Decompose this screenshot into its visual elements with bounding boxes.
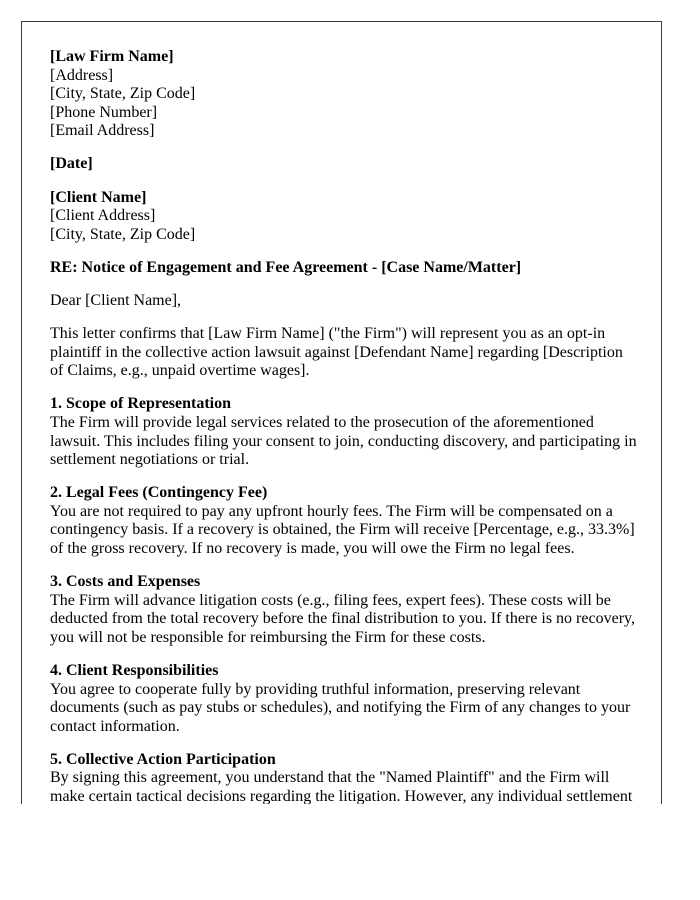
section-costs-and-expenses: [50, 573, 639, 647]
client-address-block: [50, 189, 639, 245]
client-city-state-zip-line: [City, State, Zip Code]: [50, 225, 196, 243]
section-client-responsibilities: [50, 662, 639, 736]
firm-address-block: [50, 48, 639, 141]
section-legal-fees: [50, 484, 639, 558]
section-title: 5. Collective Action Participation: [50, 750, 276, 768]
section-body: You are not required to pay any upfront hourly fees. The Firm will be compensated on a contingency basis. If a recovery is obtained, the Firm will receive [Percentage, e.g., 33.3%] of the gross recovery. If no recovery is made, you will owe the Firm no legal fees.: [50, 502, 635, 557]
section-body: The Firm will advance litigation costs (e.g., filing fees, expert fees). These costs will be deducted from the total recovery before the final distribution to you. If there is no recovery, you will not be responsible for reimbursing the Firm for these costs.: [50, 591, 635, 646]
client-name: [Client Name]: [50, 188, 147, 206]
date-line: [Date]: [50, 155, 93, 173]
section-scope-of-representation: [50, 395, 639, 469]
firm-phone-line: [Phone Number]: [50, 103, 158, 121]
firm-email-line: [Email Address]: [50, 122, 155, 140]
firm-city-state-zip-line: [City, State, Zip Code]: [50, 85, 196, 103]
section-body: By signing this agreement, you understand that the "Named Plaintiff" and the Firm will make certain tactical decisions regarding the litigation. However, any individual settlement: [50, 769, 633, 804]
section-body: You agree to cooperate fully by providing truthful information, preserving relevant documents (such as pay stubs or schedules), and notifying the Firm of any changes to your contact information.: [50, 680, 631, 735]
section-body: The Firm will provide legal services related to the prosecution of the aforementioned lawsuit. This includes filing your consent to join, conducting discovery, and participating in settlement negotiations or trial.: [50, 413, 637, 469]
client-address-line: [Client Address]: [50, 207, 156, 225]
intro-paragraph: This letter confirms that [Law Firm Name] ("the Firm") will represent you as an opt-in plaintiff in the collective action lawsuit against [Defendant Name] regarding [Description of Claims, e.g., unpaid overtime wages].: [50, 325, 623, 380]
section-title: 4. Client Responsibilities: [50, 661, 219, 679]
engagement-letter-document: [21, 21, 662, 804]
section-title: 3. Costs and Expenses: [50, 573, 201, 591]
firm-address-line: [Address]: [50, 66, 114, 84]
subject-line: RE: Notice of Engagement and Fee Agreement - [Case Name/Matter]: [50, 258, 522, 276]
section-collective-action-participation: [50, 751, 639, 804]
salutation-line: Dear [Client Name],: [50, 291, 182, 309]
section-title: 1. Scope of Representation: [50, 395, 232, 413]
section-title: 2. Legal Fees (Contingency Fee): [50, 484, 268, 502]
firm-name: [Law Firm Name]: [50, 48, 174, 65]
